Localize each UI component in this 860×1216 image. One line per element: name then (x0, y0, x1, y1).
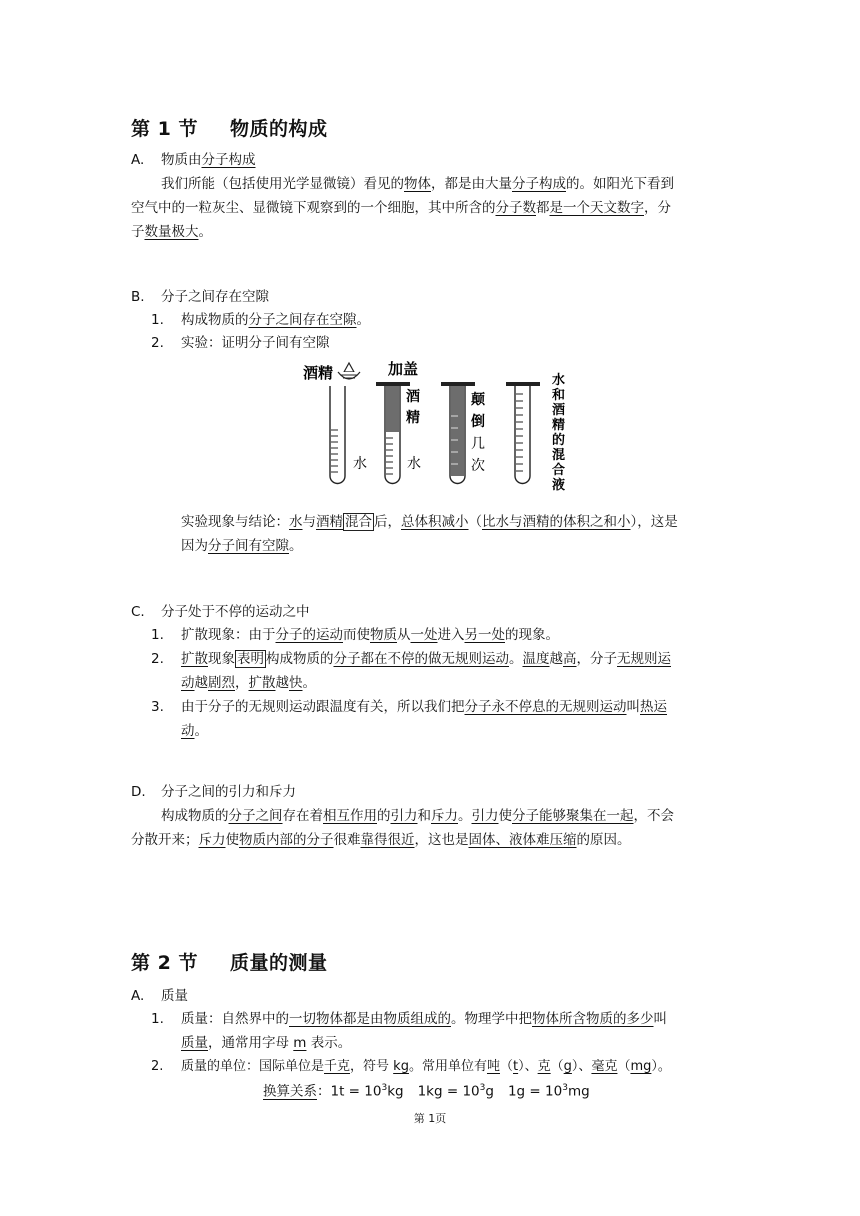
formula-part: 1kg = 10 (417, 1083, 480, 1100)
test-tube-1 (330, 386, 345, 484)
paragraph-line (131, 828, 631, 852)
item-label: B. (131, 289, 145, 305)
text: 叫 (653, 1011, 667, 1027)
key-term: 扩散 (248, 675, 276, 691)
text: ，都是由大量 (431, 176, 512, 192)
text: ，通常用字母 (208, 1035, 294, 1051)
key-term: kg (393, 1059, 409, 1074)
mix-label-char: 的 (552, 433, 566, 448)
key-term: 克 (537, 1059, 551, 1074)
key-term: 换算关系 (263, 1083, 317, 1100)
key-term: 分子之间 (228, 808, 283, 824)
key-term: 一切物体都是由物质组成的 (289, 1011, 451, 1027)
key-term: 高 (563, 651, 577, 667)
key-term: mg (630, 1059, 652, 1074)
text: 实验：证明分子间有空隙 (181, 335, 330, 351)
text: （ (499, 1059, 513, 1074)
key-term: 固体、液体难压缩 (468, 832, 577, 848)
text: 的。如阳光下看到 (566, 176, 674, 192)
text: 实验现象与结论： (181, 514, 289, 530)
key-term: 分子间有空隙 (208, 538, 289, 554)
text: 与 (302, 514, 316, 530)
key-term: 快 (289, 675, 303, 691)
tube3-char: 倒 (471, 414, 485, 430)
list-item (151, 308, 370, 332)
key-term: 物体 (404, 176, 431, 192)
formula-part: 1t = 10 (330, 1083, 382, 1100)
alcohol-label: 酒精 (303, 364, 334, 382)
text: 。 (458, 808, 472, 824)
conclusion-line (181, 510, 678, 534)
water-label: 水 (353, 456, 367, 472)
test-tube-2 (376, 382, 410, 484)
cover-label: 加盖 (388, 360, 419, 378)
text: ）、 (518, 1059, 538, 1074)
key-term: 质量 (181, 1035, 208, 1051)
section-2-title (131, 948, 327, 975)
item-number: 2. (151, 335, 164, 351)
key-term: 斥力 (198, 832, 226, 848)
key-term: 分子构成 (201, 152, 256, 168)
text: 。 (198, 224, 212, 240)
key-term: 分子都在不停的做无规则运动 (333, 651, 509, 667)
water-label: 水 (407, 456, 421, 472)
key-term: 分子永不停息的无规则运动 (464, 699, 627, 715)
key-term: 另一处 (464, 627, 505, 643)
text: ），这是 (630, 514, 678, 530)
text: 表示。 (306, 1035, 352, 1051)
item-label: A. (131, 152, 145, 168)
text: 物质由 (161, 152, 202, 168)
key-term: g (563, 1059, 572, 1074)
formula-part: g (485, 1083, 494, 1100)
key-term: 引力 (471, 808, 499, 824)
formula-part: 1g = 10 (507, 1083, 563, 1100)
text: 。 (289, 538, 303, 554)
text: ， (235, 675, 249, 691)
item-label: C. (131, 604, 145, 620)
test-tube-3 (441, 382, 475, 484)
key-term: 吨 (486, 1059, 500, 1074)
key-term: 物质 (370, 627, 397, 643)
section-number: 第 1 节 (131, 118, 198, 140)
dropper-icon (338, 363, 360, 379)
key-term: 热运 (640, 699, 667, 715)
formula-part: mg (567, 1083, 590, 1100)
key-term: 酒精 (316, 514, 343, 530)
key-term: 分子数 (495, 200, 536, 216)
heading-c (131, 600, 310, 624)
text: 质量的单位：国际单位是 (181, 1059, 325, 1074)
text: ，这也是 (414, 832, 469, 848)
text: ）。 (651, 1059, 671, 1074)
text: 而使 (343, 627, 370, 643)
heading-b (131, 285, 269, 309)
paragraph-line (161, 804, 674, 828)
list-item (151, 647, 671, 671)
key-term: 总体积减小 (401, 514, 469, 530)
text: 分子之间的引力和斥力 (161, 784, 296, 800)
tube2-top-char: 酒 (406, 389, 420, 405)
mix-label-char: 液 (552, 478, 566, 493)
text: ，符号 (350, 1059, 394, 1074)
key-term: 毫克 (591, 1059, 618, 1074)
text: 的现象。 (505, 627, 559, 643)
heading-d (131, 780, 296, 804)
list-item (151, 695, 667, 719)
text: 存在着 (282, 808, 323, 824)
mix-label-char: 和 (552, 388, 566, 403)
item-number: 1. (151, 312, 164, 328)
text: 扩散现象：由于 (181, 627, 276, 643)
text: 我们所能（包括使用光学显微镜）看见的 (161, 176, 404, 192)
text: 分散开来； (131, 832, 199, 848)
item-number: 1. (151, 1011, 164, 1027)
tube3-char: 颠 (471, 392, 485, 408)
text: ）、 (571, 1059, 592, 1074)
mix-label-char: 水 (552, 373, 566, 388)
mix-label-char: 混 (552, 448, 566, 463)
text: ，不会 (633, 808, 674, 824)
section-1-title (131, 114, 327, 141)
exponent: 3 (562, 1083, 568, 1093)
text: 使 (225, 832, 239, 848)
text: 越 (194, 675, 208, 691)
text: 。常用单位有 (408, 1059, 487, 1074)
text: 分子之间存在空隙 (161, 289, 269, 305)
key-term: 温度 (522, 651, 550, 667)
text: 。 (356, 312, 370, 328)
key-term: 是一个天文数字 (549, 200, 644, 216)
text: 由于分子的无规则运动跟温度有关，所以我们把 (181, 699, 465, 715)
key-term: m (293, 1035, 307, 1051)
key-term: 无规则运 (617, 651, 671, 667)
text: 。 (302, 675, 316, 691)
section-name: 质量的测量 (229, 952, 328, 974)
text: 越 (549, 651, 563, 667)
text: 的 (377, 808, 391, 824)
conversion-line (263, 1076, 590, 1104)
text: 构成物质的 (181, 312, 249, 328)
text: 。 (509, 651, 523, 667)
key-term: 剧烈 (208, 675, 235, 691)
text: ，分 (644, 200, 671, 216)
item-number: 2. (151, 1059, 164, 1074)
exponent: 3 (381, 1083, 388, 1093)
list-item (151, 623, 559, 647)
text: 从 (397, 627, 411, 643)
key-term: 数量极大 (144, 224, 199, 240)
boxed-term: 混合 (345, 514, 372, 530)
paragraph-line (161, 172, 674, 196)
list-item (151, 1007, 667, 1031)
text: （ (550, 1059, 564, 1074)
key-term: 分子构成 (512, 176, 566, 192)
heading-a (131, 148, 256, 172)
key-term: 比水与酒精的体积之和小 (482, 514, 631, 530)
text: 因为 (181, 538, 208, 554)
key-term: 物体所含物质的多少 (532, 1011, 654, 1027)
text: 分子处于不停的运动之中 (161, 604, 310, 620)
key-term: 引力 (390, 808, 418, 824)
key-term: 水 (289, 514, 303, 530)
item-number: 2. (151, 651, 164, 667)
text: 和 (417, 808, 431, 824)
text: ： (317, 1083, 331, 1100)
key-term: 动 (181, 675, 195, 691)
key-term: 动 (181, 723, 195, 739)
key-term: 相互作用 (323, 808, 377, 824)
text: 构成物质的 (161, 808, 229, 824)
key-term: 千克 (324, 1059, 351, 1074)
text: 质量：自然界中的 (181, 1011, 289, 1027)
key-term: 分子的运动 (275, 627, 343, 643)
text: 。物理学中把 (451, 1011, 532, 1027)
text: 质量 (161, 988, 188, 1004)
key-term: t (513, 1059, 519, 1074)
heading-a (131, 984, 188, 1008)
test-tube-4 (506, 382, 540, 484)
formula-part: kg (387, 1083, 404, 1100)
item-number: 1. (151, 627, 164, 643)
key-term: 一处 (410, 627, 438, 643)
list-item-continuation (181, 719, 208, 743)
text: 子 (131, 224, 145, 240)
text: 。 (194, 723, 208, 739)
tube3-char: 次 (471, 458, 485, 474)
item-label: A. (131, 988, 145, 1004)
list-item-continuation (181, 671, 316, 695)
text: 都 (536, 200, 550, 216)
text: 后， (374, 514, 401, 530)
text: 使 (498, 808, 512, 824)
list-item-continuation (181, 1031, 351, 1055)
text: 越 (275, 675, 289, 691)
text: （ (468, 514, 482, 530)
text: 现象 (208, 651, 235, 667)
key-term: 扩散 (181, 651, 208, 667)
text: 的原因。 (576, 832, 631, 848)
key-term: 斥力 (431, 808, 458, 824)
text: 叫 (626, 699, 640, 715)
paragraph-line (131, 220, 212, 244)
text: ，分子 (576, 651, 617, 667)
mix-label-char: 合 (552, 463, 566, 478)
key-term: 物质内部的分子 (239, 832, 334, 848)
section-name: 物质的构成 (229, 118, 328, 140)
text: （ (617, 1059, 631, 1074)
key-term: 分子之间存在空隙 (248, 312, 357, 328)
text: 构成物质的 (266, 651, 334, 667)
experiment-figure (300, 356, 580, 496)
mix-label-char: 酒 (552, 403, 566, 418)
text: 很难 (333, 832, 361, 848)
conclusion-line (181, 534, 303, 558)
mix-label-char: 精 (552, 418, 566, 433)
item-number: 3. (151, 699, 164, 715)
exponent: 3 (479, 1083, 486, 1093)
item-label: D. (131, 784, 146, 800)
tube3-char: 几 (471, 436, 485, 452)
section-number: 第 2 节 (131, 952, 198, 974)
tube2-top-char: 精 (406, 410, 420, 426)
text: 空气中的一粒灰尘、显微镜下观察到的一个细胞，其中所含的 (131, 200, 496, 216)
list-item (151, 331, 330, 355)
key-term: 分子能够聚集在一起 (512, 808, 634, 824)
key-term: 靠得很近 (360, 832, 415, 848)
boxed-term: 表明 (237, 651, 264, 667)
paragraph-line (131, 196, 671, 220)
text: 进入 (437, 627, 465, 643)
page-footer: 第 1页 (413, 1112, 447, 1125)
